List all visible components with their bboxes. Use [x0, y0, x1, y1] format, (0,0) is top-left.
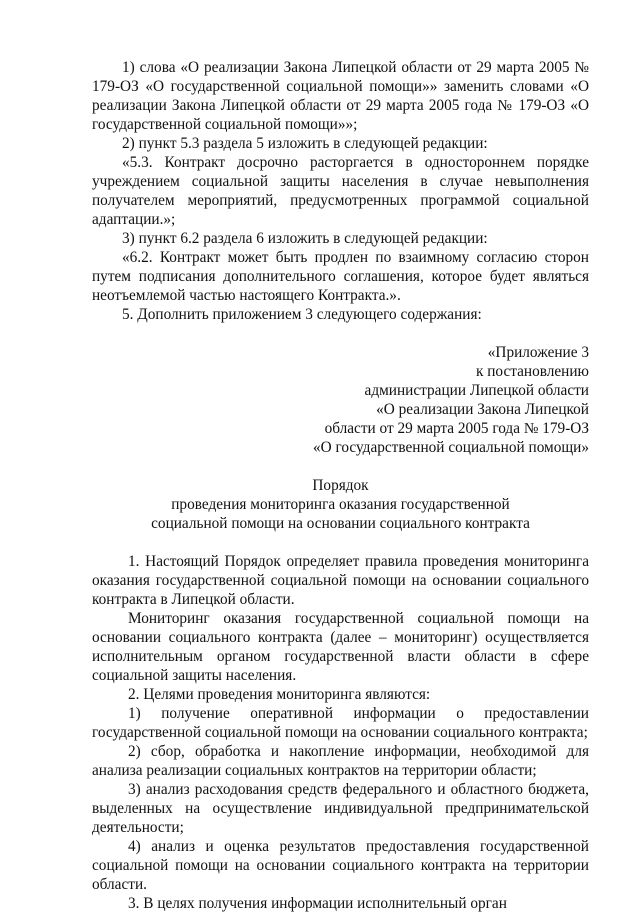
section-title-line: проведения мониторинга оказания государственной: [171, 496, 510, 513]
body-paragraph-5: 2) сбор, обработка и накопление информации, необходимой для анализа реализации социальных контрактов на территории области;: [92, 743, 589, 779]
body-paragraph-1: 1. Настоящий Порядок определяет правила проведения мониторинга оказания государственной социальной помощи на основании социального контракта в Липецкой области.: [92, 553, 589, 608]
appendix-header: [92, 343, 589, 457]
amendment-paragraph-1: 1) слова «О реализации Закона Липецкой области от 29 марта 2005 № 179-ОЗ «О государственной социальной помощи»» заменить словами «О реализации Закона Липецкой области от 29 марта 2005 года № 179-ОЗ «О государственной социальной помощи»»;: [92, 59, 589, 133]
section-title: [92, 476, 589, 533]
appendix-header-line: области от 29 марта 2005 года № 179-ОЗ: [324, 420, 589, 437]
amendment-paragraph-4: 3) пункт 6.2 раздела 6 изложить в следующей редакции:: [122, 230, 488, 247]
body-paragraph-6: 3) анализ расходования средств федерального и областного бюджета, выделенных на осуществление индивидуальной предпринимательской деятельности;: [92, 781, 589, 836]
body-paragraph-8: 3. В целях получения информации исполнительный орган: [128, 895, 507, 912]
body-paragraph-2: Мониторинг оказания государственной социальной помощи на основании социального контракта (далее – мониторинг) осуществляется исполнительным органом государственной власти области в сфере социальной защиты населения.: [92, 610, 589, 684]
body-paragraph-3: 2. Целями проведения мониторинга являются:: [128, 686, 431, 703]
appendix-header-line: «О государственной социальной помощи»: [312, 439, 589, 456]
appendix-header-line: «Приложение 3: [487, 344, 589, 361]
section-title-line: Порядок: [312, 477, 369, 494]
appendix-header-line: администрации Липецкой области: [364, 382, 589, 399]
amendment-paragraph-3: «5.3. Контракт досрочно расторгается в одностороннем порядке учреждением социальной защиты населения в случае невыполнения получателем мероприятий, предусмотренных программой социальной адаптации.»;: [92, 154, 589, 228]
appendix-header-line: к постановлению: [475, 363, 589, 380]
body-paragraph-7: 4) анализ и оценка результатов предоставления государственной социальной помощи на основании социального контракта на территории области.: [92, 838, 589, 893]
document-page: [92, 58, 589, 913]
appendix-header-line: «О реализации Закона Липецкой: [376, 401, 589, 418]
amendment-paragraph-2: 2) пункт 5.3 раздела 5 изложить в следующей редакции:: [122, 135, 488, 152]
amendment-paragraph-6: 5. Дополнить приложением 3 следующего содержания:: [122, 306, 482, 323]
section-title-line: социальной помощи на основании социального контракта: [151, 515, 530, 532]
amendment-paragraph-5: «6.2. Контракт может быть продлен по взаимному согласию сторон путем подписания дополнительного соглашения, которое будет являться неотъемлемой частью настоящего Контракта.».: [92, 249, 589, 304]
body-paragraph-4: 1) получение оперативной информации о предоставлении государственной социальной помощи на основании социального контракта;: [92, 705, 589, 741]
